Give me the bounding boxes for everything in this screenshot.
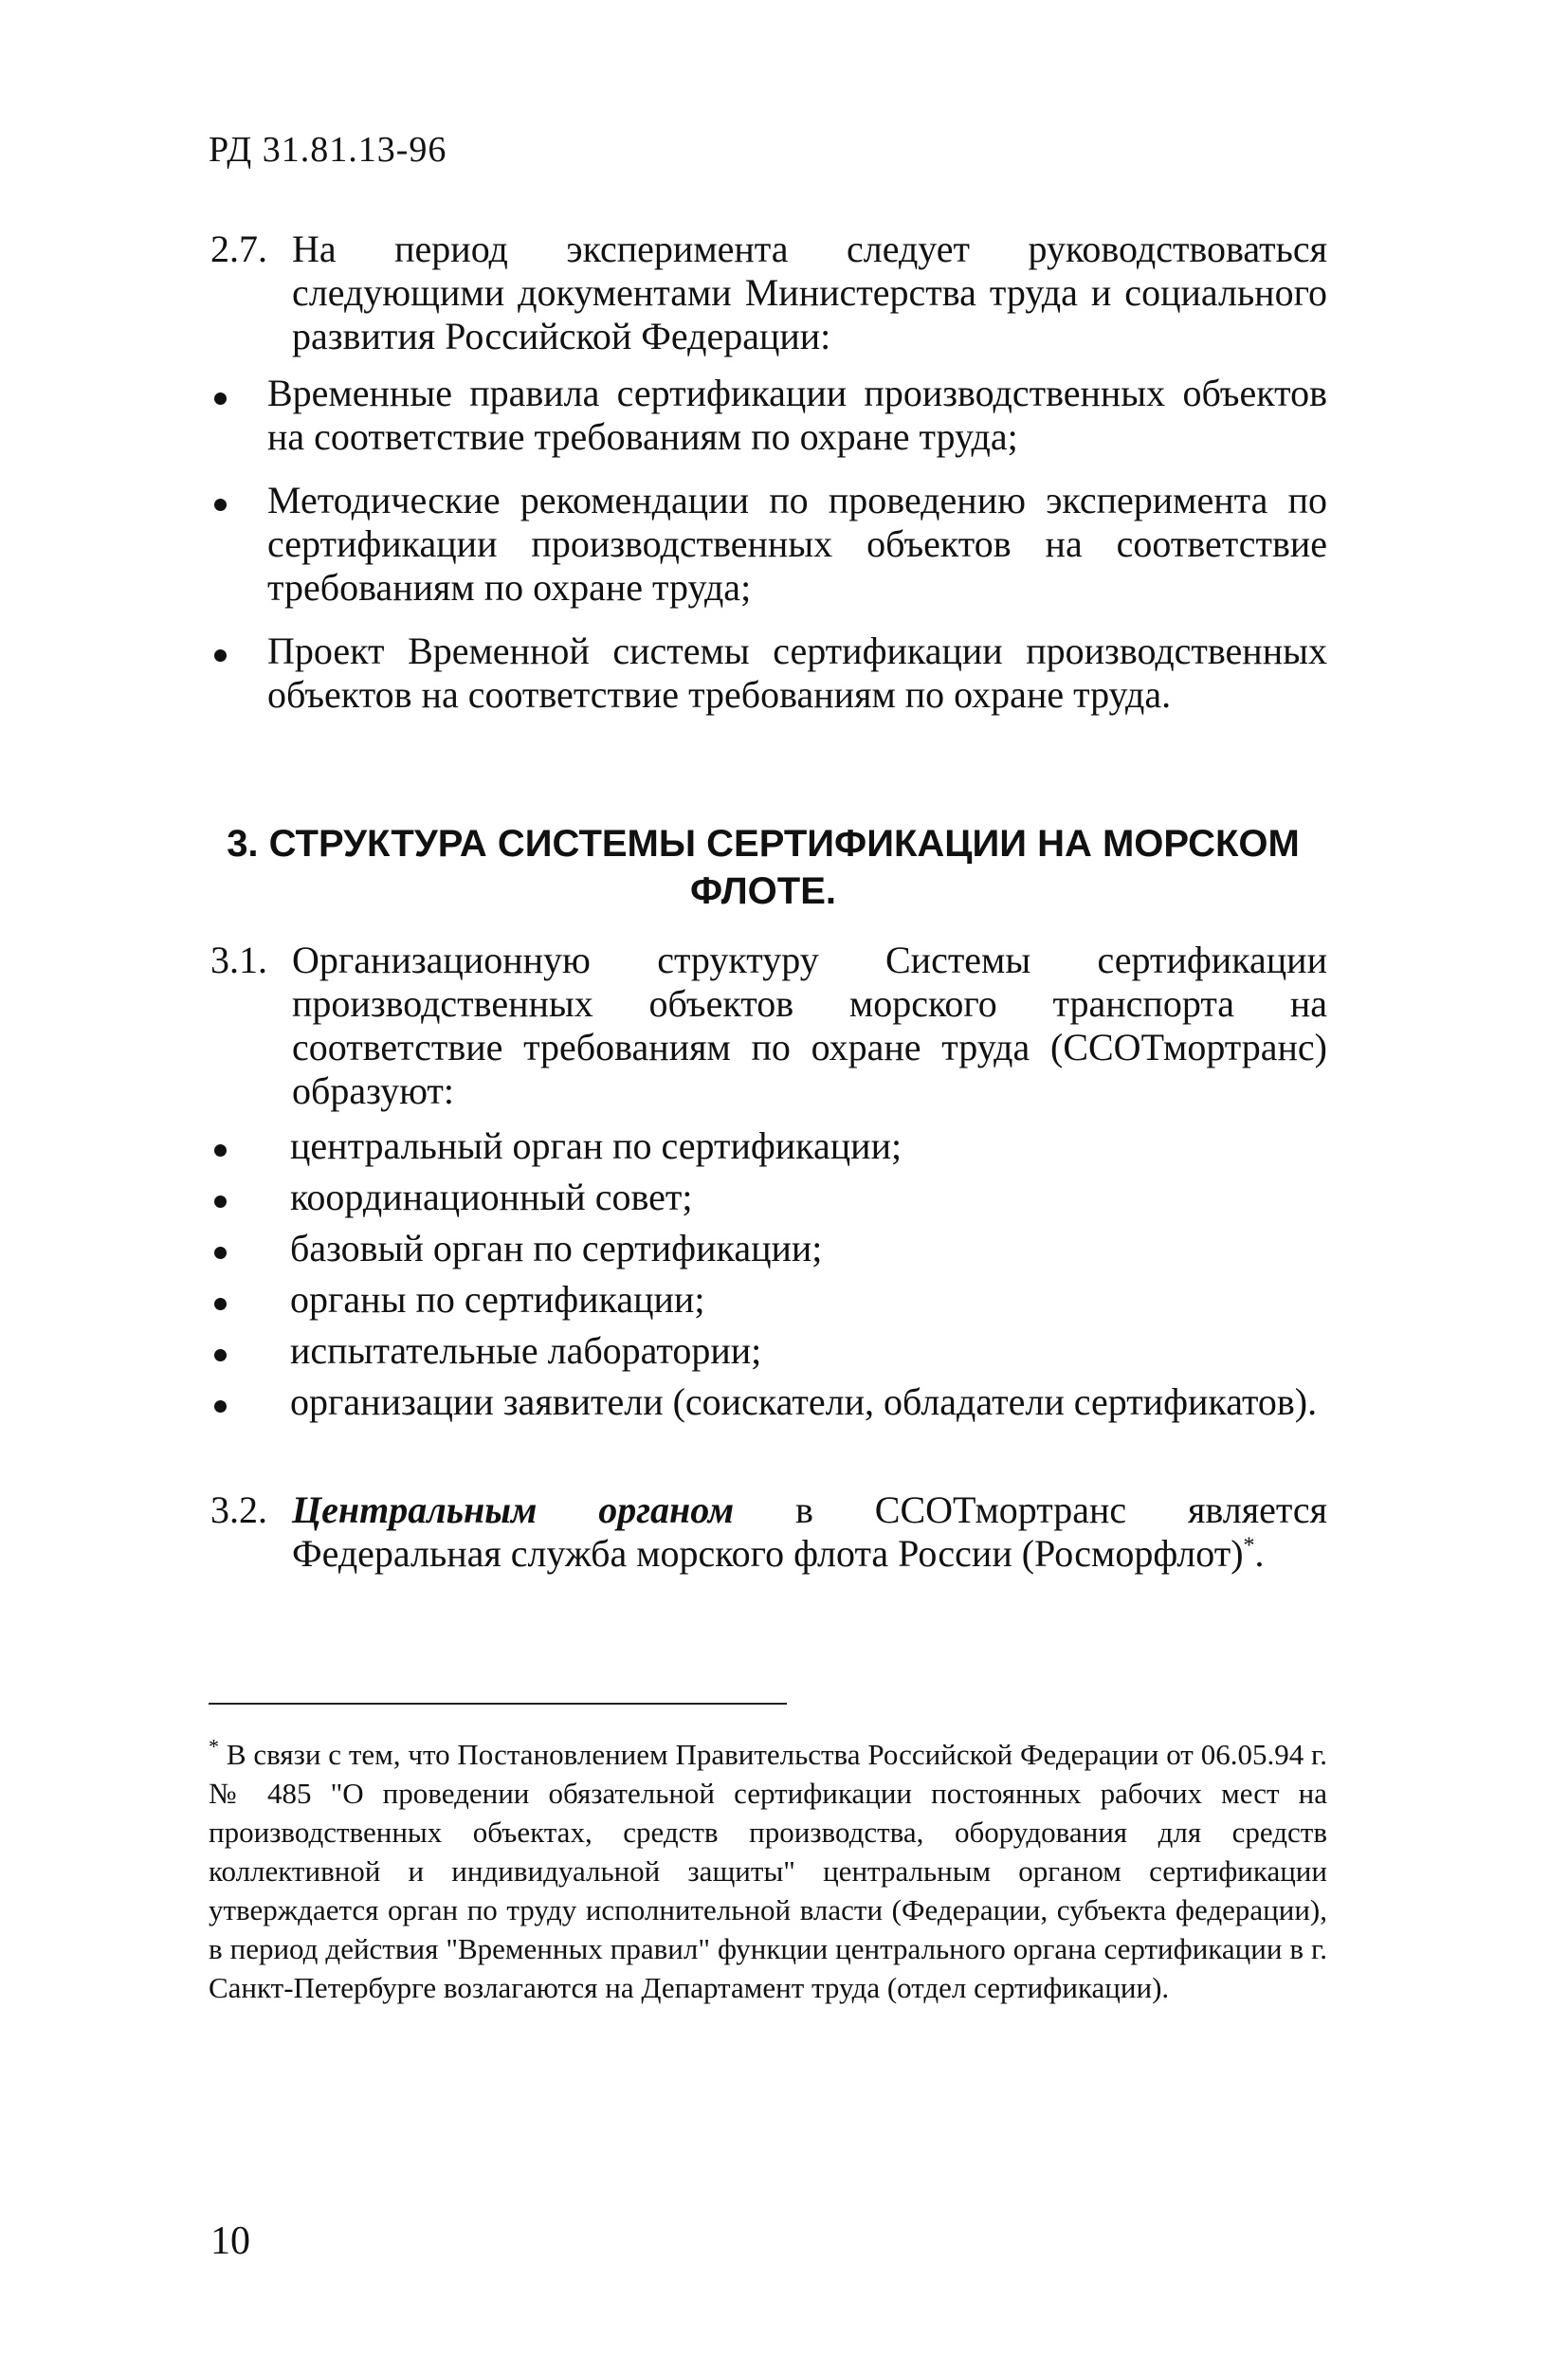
heading-line: ФЛОТЕ.	[689, 870, 837, 912]
bullet-marker	[214, 1144, 227, 1157]
page-number: 10	[210, 2219, 250, 2263]
bullet-marker	[214, 1298, 227, 1310]
bullet-marker	[214, 649, 227, 662]
paragraph-3-2	[210, 1488, 1327, 1576]
paragraph-number: 3.1.	[210, 939, 267, 981]
bullet-marker	[214, 1247, 227, 1259]
list-item: организации заявители (соискатели, обладатели сертификатов).	[290, 1380, 1318, 1423]
paragraph-3-1	[210, 939, 1327, 1113]
paragraph-2-7	[210, 228, 1327, 358]
section-heading	[204, 820, 1322, 915]
bullet-marker	[214, 1349, 227, 1361]
list-item: координационный совет;	[290, 1176, 693, 1218]
list-item: базовый орган по сертификации;	[290, 1227, 823, 1269]
footnote-reference: *	[1243, 1533, 1255, 1559]
bullet-marker	[214, 499, 227, 511]
bullet-marker	[214, 392, 227, 405]
paragraph-text	[292, 1488, 1327, 1576]
paragraph-text-rest: в ССОТмортранс является Федеральная служба морского флота России (Росморфлот)	[292, 1488, 1327, 1575]
footnote-text: В связи с тем, что Постановлением Правительства Российской Федерации от 06.05.94 г. № 485 "О проведении обязательной сертификации постоянных рабочих мест на производственных объектах, средств производства, оборудования для средств коллективной и индивидуальной защиты" центральным органом сертификации утверждается орган по труду исполнительной власти (Федерации, субъекта федерации), в период действия "Временных правил" функции центрального органа сертификации в г. Санкт-Петербурге возлагаются на Департамент труда (отдел сертификации).	[209, 1738, 1327, 2004]
list-item: Временные правила сертификации производственных объектов на соответствие требованиям по охране труда;	[267, 372, 1327, 458]
list-item: центральный орган по сертификации;	[290, 1124, 903, 1167]
paragraph-number: 3.2.	[210, 1488, 267, 1531]
heading-line: 3. СТРУКТУРА СИСТЕМЫ СЕРТИФИКАЦИИ НА МОРСКОМ	[227, 823, 1300, 865]
bullet-marker	[214, 1196, 227, 1208]
paragraph-text: Организационную структуру Системы сертификации производственных объектов морского транспорта на соответствие требованиям по охране труда (ССОТмортранс) образуют:	[292, 939, 1327, 1112]
list-item: органы по сертификации;	[290, 1278, 705, 1321]
bullet-marker	[214, 1400, 227, 1413]
footnote-marker: *	[209, 1734, 219, 1759]
footnote	[209, 1735, 1327, 2007]
paragraph-end-punctuation: .	[1254, 1532, 1265, 1575]
footnote-separator	[209, 1703, 787, 1705]
list-item: испытательные лаборатории;	[290, 1329, 762, 1372]
list-item: Проект Временной системы сертификации производственных объектов на соответствие требованиям по охране труда.	[267, 630, 1327, 716]
document-code: РД 31.81.13-96	[209, 130, 447, 170]
list-item: Методические рекомендации по проведению эксперимента по сертификации производственных объектов на соответствие требованиям по охране труда;	[267, 479, 1327, 609]
emphasis-term: Центральным органом	[292, 1488, 735, 1531]
paragraph-text: На период эксперимента следует руководствоваться следующими документами Министерства труда и социального развития Российской Федерации:	[292, 228, 1327, 357]
paragraph-number: 2.7.	[210, 228, 267, 270]
